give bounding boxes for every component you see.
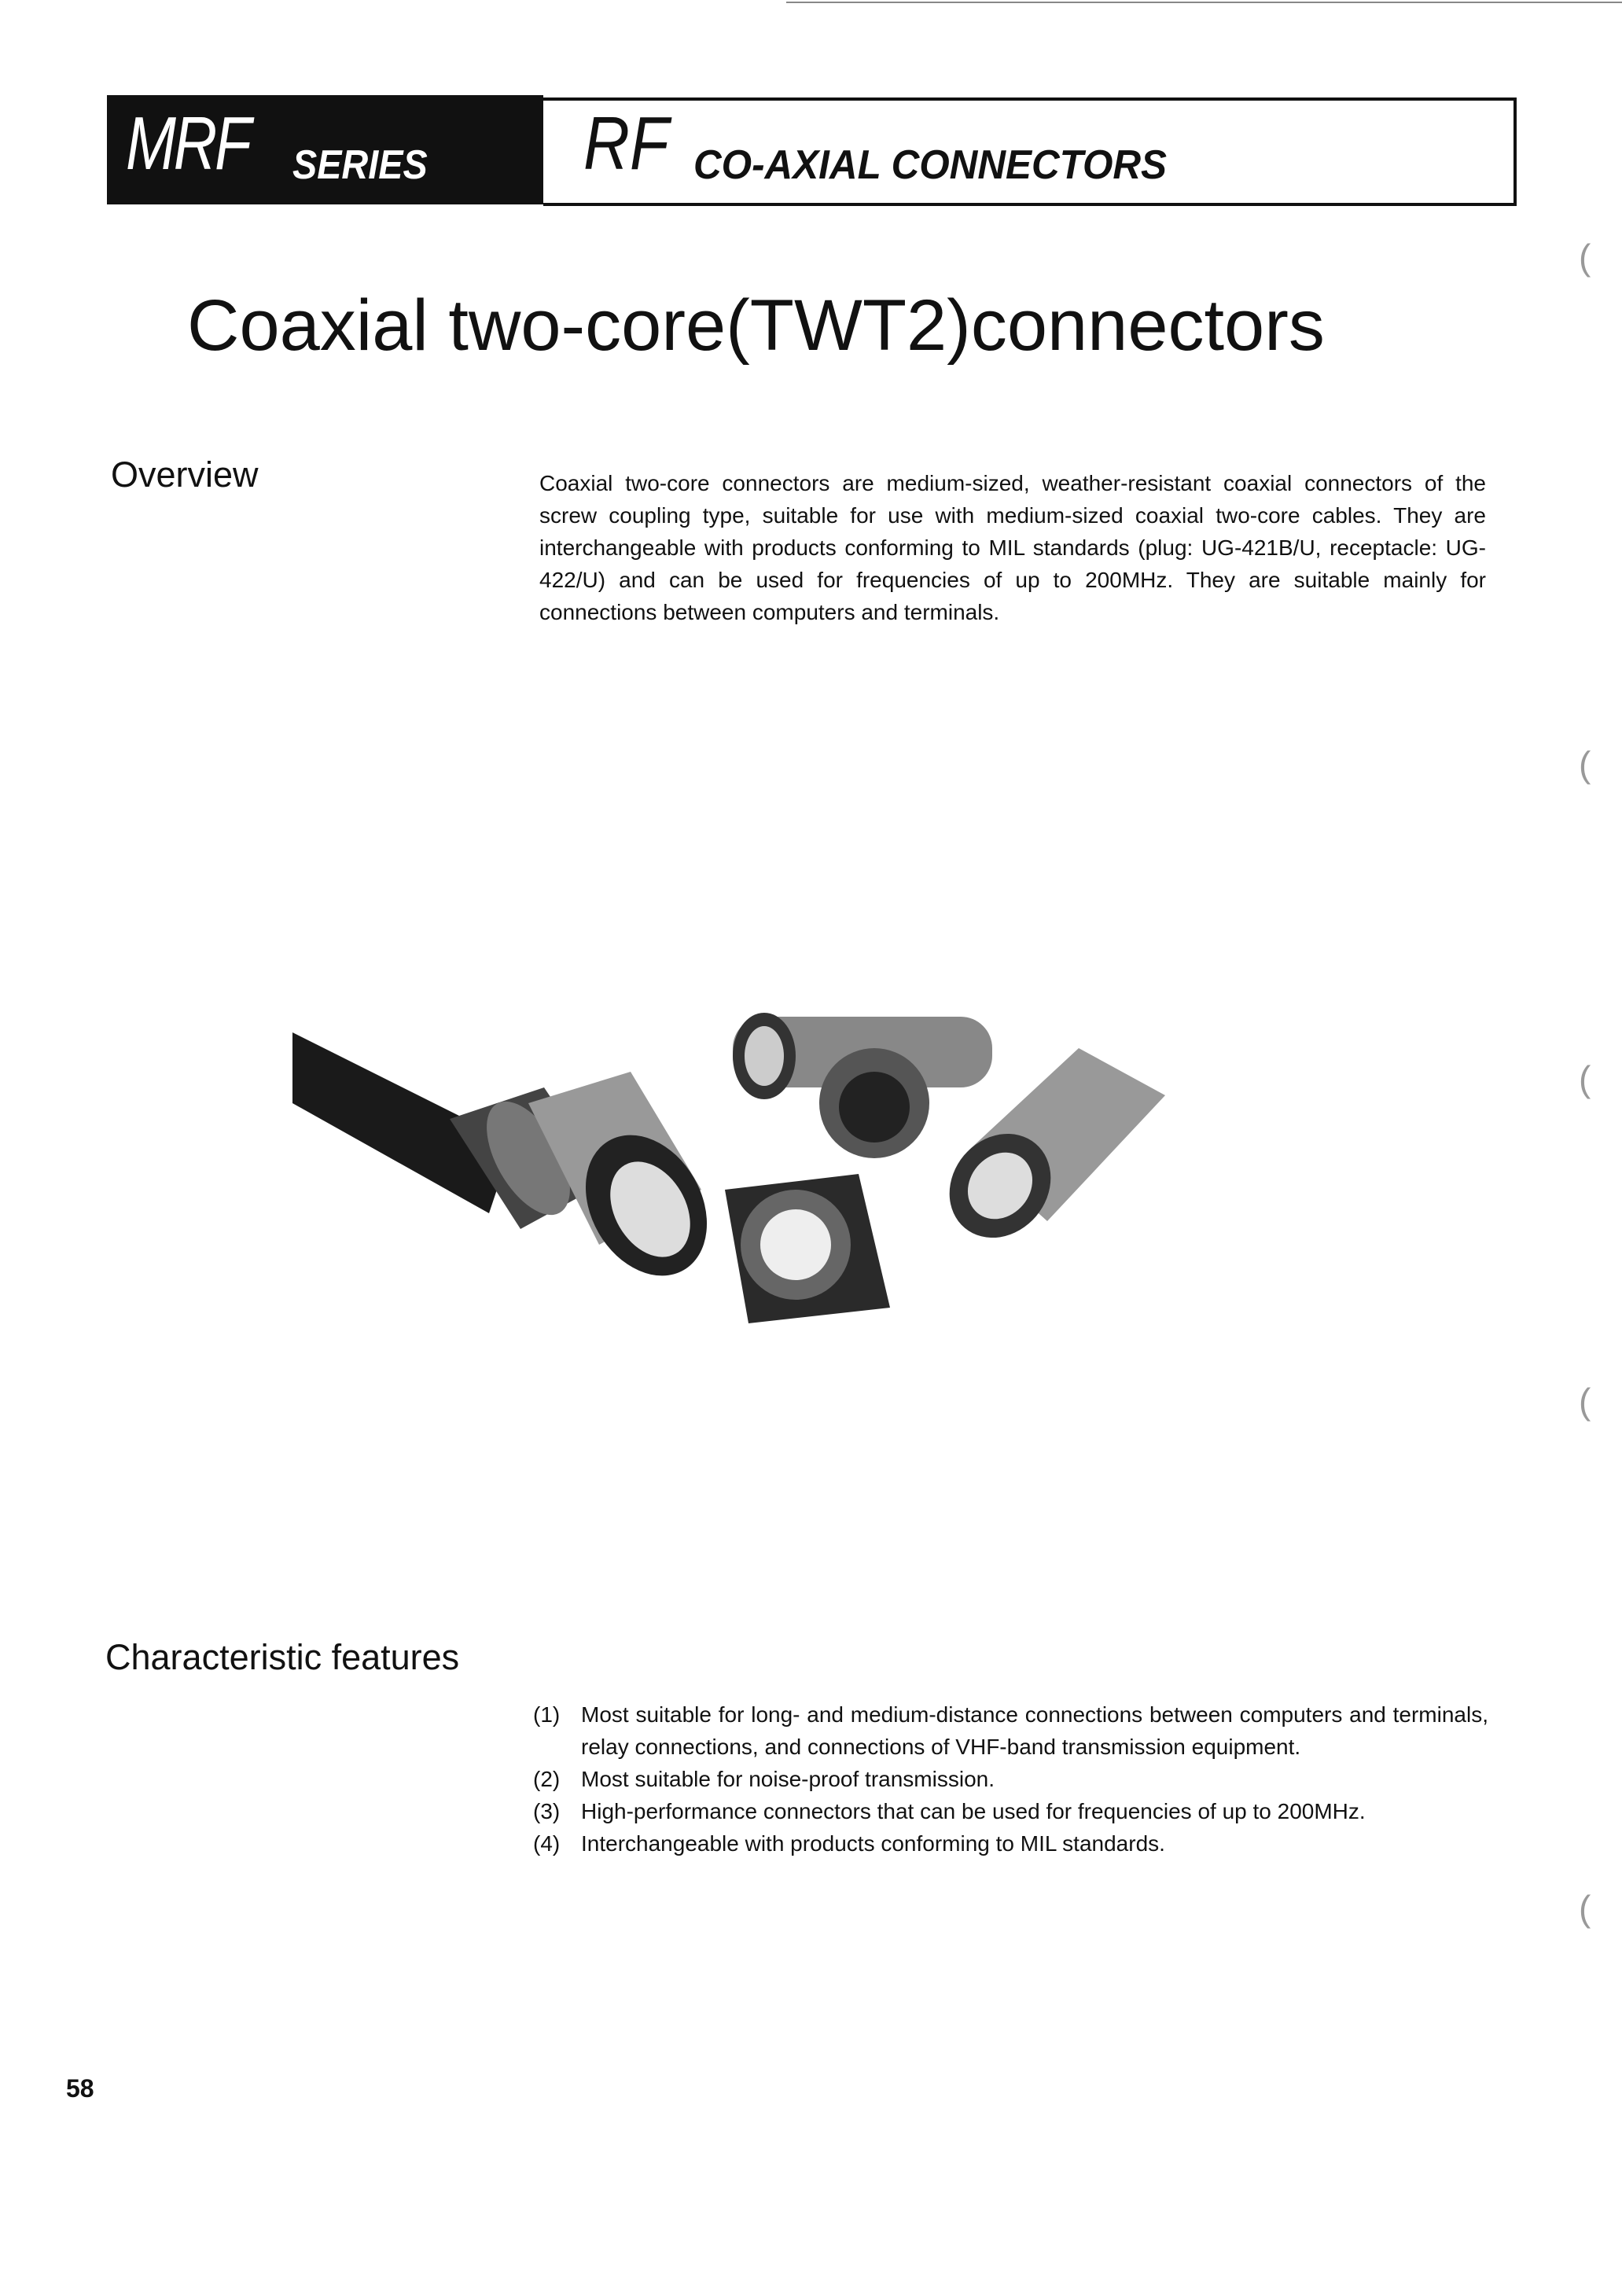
page-title: Coaxial two-core(TWT2)connectors — [187, 285, 1325, 366]
item-number: (4) — [533, 1831, 561, 1856]
item-text: Interchangeable with products conforming to MIL standards. — [581, 1831, 1165, 1856]
item-number: (3) — [533, 1799, 561, 1823]
item-number: (2) — [533, 1767, 561, 1791]
item-text: High-performance connectors that can be used for frequencies of up to 200MHz. — [581, 1799, 1366, 1823]
item-number: (1) — [533, 1702, 561, 1727]
features-heading: Characteristic features — [105, 1637, 460, 1677]
item-text: Most suitable for long- and medium-distance connections between computers and terminals, relay connections, and connections of VHF-band transmission equipment. — [581, 1702, 1488, 1759]
category-main: RF — [583, 101, 669, 186]
punch-hole-mark: ( — [1579, 1058, 1591, 1099]
list-item — [533, 1827, 1488, 1860]
category-sub: CO-AXIAL CONNECTORS — [693, 142, 1168, 188]
item-text: Most suitable for noise-proof transmission. — [581, 1767, 995, 1791]
overview-heading: Overview — [111, 454, 259, 495]
list-item — [533, 1763, 1488, 1795]
page-number: 58 — [66, 2074, 94, 2103]
connectors-photo — [292, 993, 1308, 1541]
list-item — [533, 1698, 1488, 1763]
punch-hole-mark: ( — [1579, 1381, 1591, 1422]
series-sub: SERIES — [292, 142, 428, 188]
list-item — [533, 1795, 1488, 1827]
series-main: MRF — [126, 101, 249, 186]
punch-hole-mark: ( — [1579, 744, 1591, 785]
features-list — [533, 1698, 1488, 1860]
overview-text: Coaxial two-core connectors are medium-sized, weather-resistant coaxial connectors of the screw coupling type, suitable for use with medium-sized coaxial two-core cables. They are interchangeable with products conforming to MIL standards (plug: UG-421B/U, receptacle: UG-422/U) and can be used for frequencies of up to 200MHz. They are suitable mainly for connections between computers and terminals. — [539, 471, 1486, 624]
punch-hole-mark: ( — [1579, 1888, 1591, 1929]
punch-hole-mark: ( — [1579, 237, 1591, 278]
scan-edge-line — [786, 2, 1622, 3]
